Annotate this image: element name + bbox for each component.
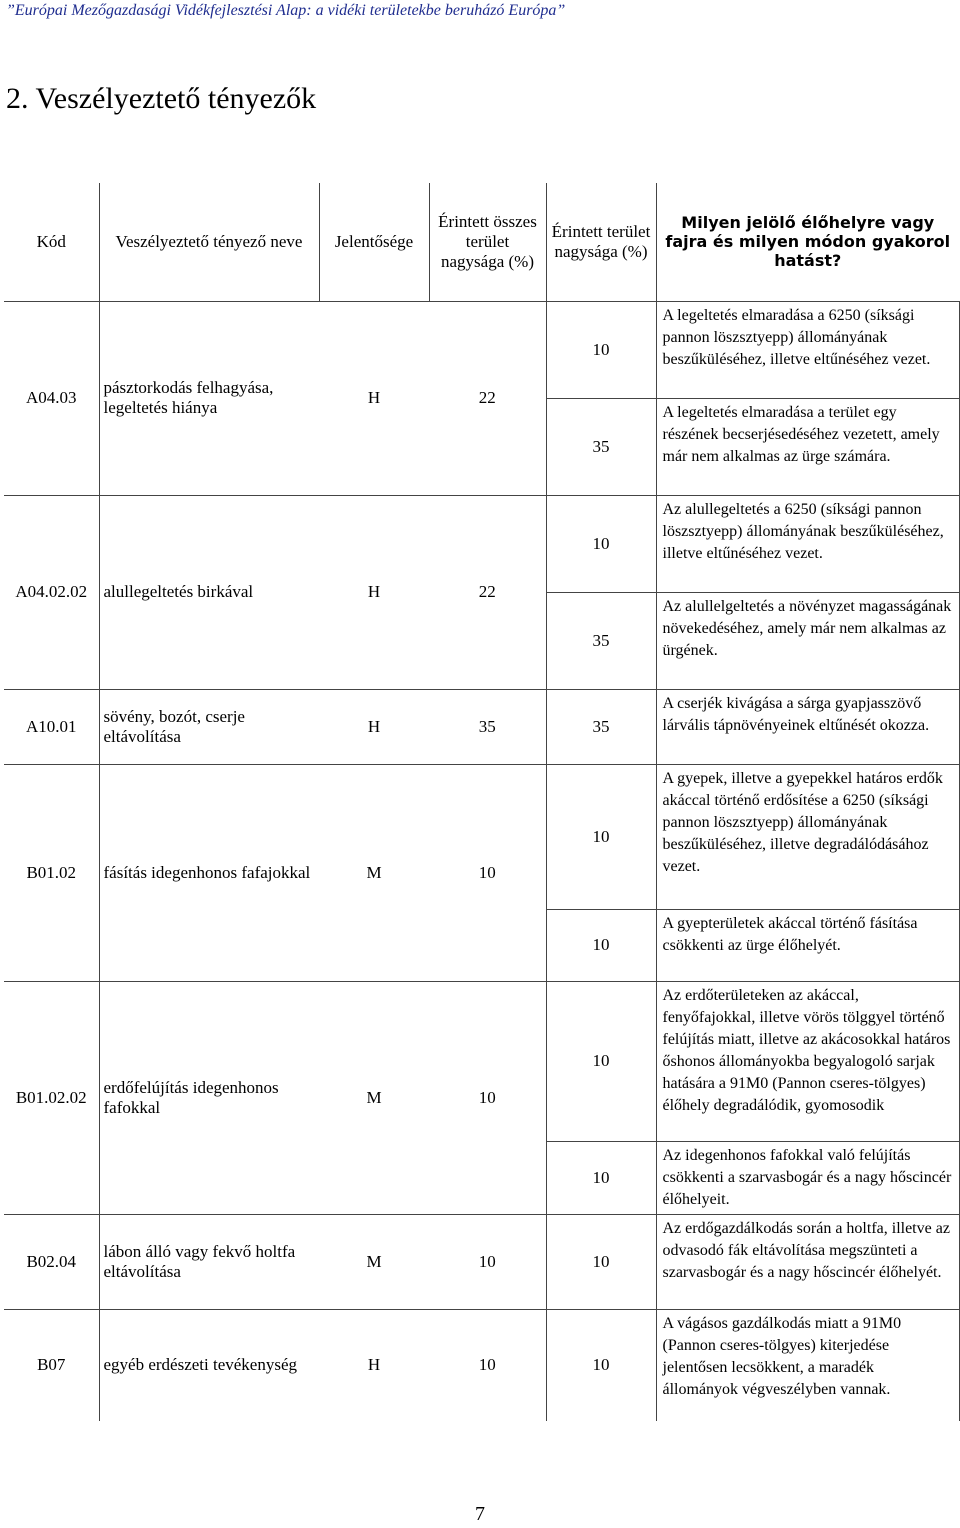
threat-code: B01.02.02: [4, 981, 99, 1214]
threat-name: pásztorkodás felhagyása, legeltetés hiánya: [99, 301, 319, 495]
threat-total-area: 10: [429, 764, 546, 981]
threat-total-area: 10: [429, 1214, 546, 1309]
affected-area: 35: [546, 592, 656, 689]
threat-total-area: 35: [429, 689, 546, 764]
threat-total-area: 10: [429, 1309, 546, 1421]
affected-area: 10: [546, 1309, 656, 1421]
header-total-area: Érintett összes terület nagysága (%): [429, 183, 546, 301]
affected-area: 35: [546, 398, 656, 495]
table-row: [4, 689, 959, 764]
threat-name: alullegeltetés birkával: [99, 495, 319, 689]
threat-name: egyéb erdészeti tevékenység: [99, 1309, 319, 1421]
threat-code: A04.02.02: [4, 495, 99, 689]
header-significance: Jelentősége: [319, 183, 429, 301]
impact-description: Az erdőgazdálkodás során a holtfa, illetve az odvasodó fák eltávolítása megszünteti a szarvasbogár és a nagy hőscincér élőhelyét.: [656, 1214, 959, 1309]
threat-code: B02.04: [4, 1214, 99, 1309]
threat-significance: H: [319, 689, 429, 764]
table-header-row: [4, 183, 959, 301]
affected-area: 10: [546, 301, 656, 398]
affected-area: 10: [546, 1141, 656, 1214]
impact-description: Az alullelgeltetés a növényzet magasságának növekedéséhez, amely már nem alkalmas az ürgének.: [656, 592, 959, 689]
impact-description: A cserjék kivágása a sárga gyapjasszövő lárvális tápnövényeinek eltűnését okozza.: [656, 689, 959, 764]
threat-significance: M: [319, 1214, 429, 1309]
table-row: [4, 301, 959, 398]
table-row: [4, 981, 959, 1141]
threat-significance: H: [319, 1309, 429, 1421]
threat-significance: H: [319, 301, 429, 495]
threat-name: lábon álló vagy fekvő holtfa eltávolítása: [99, 1214, 319, 1309]
impact-description: Az erdőterületeken az akáccal, fenyőfajokkal, illetve vörös tölggyel történő felújítás miatt, illetve az akácosokkal határos őshonos állományokba begyalogoló sarjak hatására a 91M0 (Pannon cseres-tölgyes) élőhely degradálódik, gyomosodik: [656, 981, 959, 1141]
header-description: Milyen jelölő élőhelyre vagy fajra és milyen módon gyakorol hatást?: [656, 183, 959, 301]
threat-name: sövény, bozót, cserje eltávolítása: [99, 689, 319, 764]
header-code: Kód: [36, 231, 66, 251]
impact-description: Az idegenhonos fafokkal való felújítás csökkenti a szarvasbogár és a nagy hőscincér élőhelyeit.: [656, 1141, 959, 1214]
affected-area: 10: [546, 1214, 656, 1309]
impact-description: Az alullegeltetés a 6250 (síksági pannon löszsztyepp) állományának beszűküléséhez, illetve eltűnéséhez vezet.: [656, 495, 959, 592]
threat-total-area: 22: [429, 495, 546, 689]
affected-area: 10: [546, 495, 656, 592]
impact-description: A vágásos gazdálkodás miatt a 91M0 (Pannon cseres-tölgyes) kiterjedése jelentősen lecsökkent, a maradék állományok végveszélyben vannak.: [656, 1309, 959, 1421]
threat-significance: M: [319, 981, 429, 1214]
threat-code: A04.03: [4, 301, 99, 495]
threat-name: erdőfelújítás idegenhonos fafokkal: [99, 981, 319, 1214]
threat-total-area: 22: [429, 301, 546, 495]
impact-description: A legeltetés elmaradása a 6250 (síksági pannon löszsztyepp) állományának beszűküléséhez, illetve eltűnéséhez vezet.: [656, 301, 959, 398]
table-row: [4, 1309, 959, 1421]
threats-table: [4, 183, 960, 1421]
section-title: 2. Veszélyeztető tényezők: [6, 82, 317, 115]
threat-name: fásítás idegenhonos fafajokkal: [99, 764, 319, 981]
threat-code: A10.01: [4, 689, 99, 764]
page-number: 7: [475, 1503, 485, 1525]
table-row: [4, 764, 959, 909]
affected-area: 10: [546, 981, 656, 1141]
threat-total-area: 10: [429, 981, 546, 1214]
affected-area: 35: [546, 689, 656, 764]
impact-description: A gyepek, illetve a gyepekkel határos erdők akáccal történő erdősítése a 6250 (síksági pannon löszsztyepp) állományának beszűküléséhez, illetve degradálódásához vezet.: [656, 764, 959, 909]
document-header: ”Európai Mezőgazdasági Vidékfejlesztési Alap: a vidéki területekbe beruházó Európa”: [6, 2, 566, 19]
header-area: Érintett terület nagysága (%): [546, 183, 656, 301]
threat-code: B07: [4, 1309, 99, 1421]
threat-code: B01.02: [4, 764, 99, 981]
impact-description: A gyepterületek akáccal történő fásítása csökkenti az ürge élőhelyét.: [656, 909, 959, 981]
impact-description: A legeltetés elmaradása a terület egy részének becserjésedéséhez vezetett, amely már nem alkalmas az ürge számára.: [656, 398, 959, 495]
table-row: [4, 495, 959, 592]
threat-significance: H: [319, 495, 429, 689]
header-name: Veszélyeztető tényező neve: [99, 183, 319, 301]
table-row: [4, 1214, 959, 1309]
threat-significance: M: [319, 764, 429, 981]
affected-area: 10: [546, 764, 656, 909]
affected-area: 10: [546, 909, 656, 981]
